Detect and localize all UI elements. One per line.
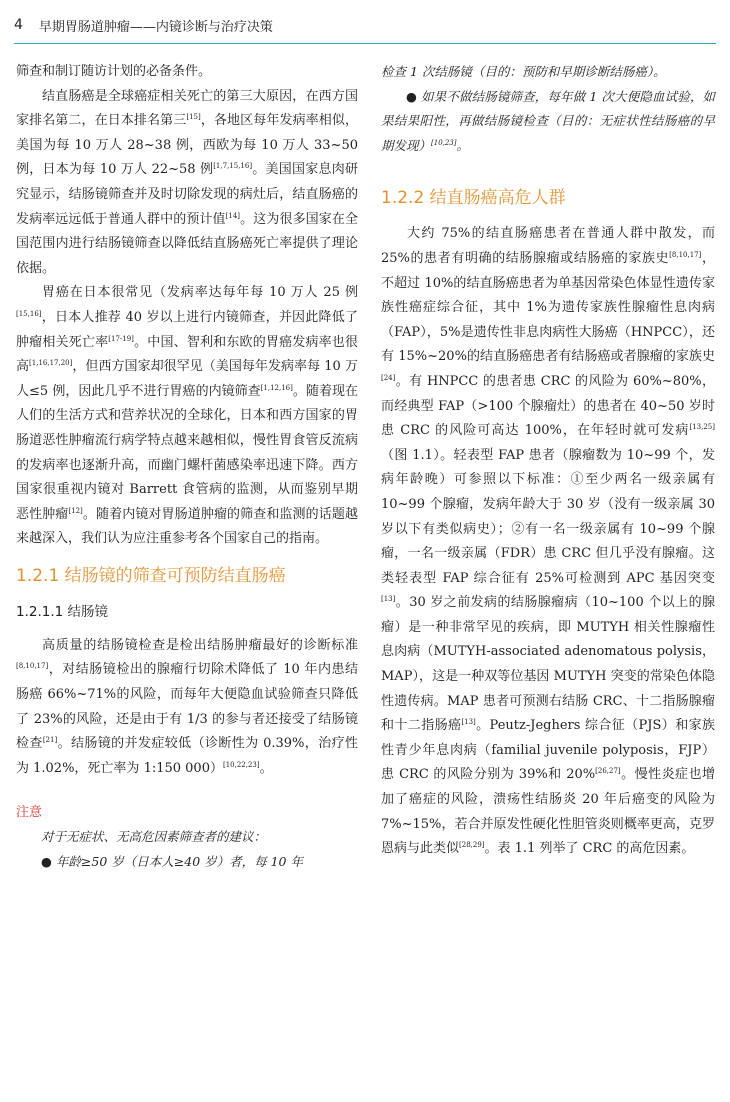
text-run: 。这为很多国家在全国范围内进行结肠镜筛查以降低结直肠癌死亡率提供了理论依据。: [16, 211, 358, 276]
citation-ref: [13]: [461, 718, 476, 727]
citation-ref: [15]: [186, 113, 201, 122]
citation-ref: [15,16]: [16, 309, 42, 318]
citation-ref: [13]: [381, 595, 396, 604]
paragraph-colorectal-incidence: [16, 85, 358, 282]
text-run: ，日本人推荐 40 岁以上进行内镜筛查，并因此降低了肿瘤相关死亡率: [16, 309, 358, 350]
citation-ref: [14]: [225, 211, 241, 220]
text-run: 。美国国家息肉研究显示，结肠镜筛查并及时切除发现的病灶后，结直肠癌的发病率远远低于普通人群中的预计值: [16, 162, 358, 227]
citation-ref: [28,29]: [459, 841, 485, 850]
citation-ref: [8,10,17]: [16, 662, 49, 671]
page-number: 4: [14, 17, 23, 33]
citation-ref: [13,25]: [689, 423, 715, 432]
citation-ref: [21]: [42, 736, 58, 745]
text-run: ，不超过 10%的结直肠癌患者为单基因常染色体显性遗传家族性癌症综合征，其中 1%为遗传家族性腺瘤性息肉病（FAP），5%是遗传性非息肉病性大肠癌（HNPCC），还有 15%~20%的结直肠癌患者有结肠癌或者腺瘤的家族史: [381, 250, 715, 365]
text-run: ，各地区每年发病率相似，美国为每 10 万人 28~38 例，西欧为每 10 万人 33~50 例，日本为每 10 万人 22~58 例: [16, 113, 358, 178]
text-run: ，但西方国家却很罕见（美国每年发病率每 10 万人≤5 例，因此几乎不进行胃癌的内镜筛查: [16, 359, 358, 399]
section-heading-1-2-1: 1.2.1 结肠镜的筛查可预防结直肠癌: [16, 565, 286, 586]
citation-ref: [1,7,15,16]: [213, 162, 253, 171]
text-run: 。Peutz-Jeghers 综合征（PJS）和家族性青少年息肉病（familial juvenile polyposis，FJP）患 CRC 的风险分别为 39%和 20%: [381, 718, 715, 783]
section-heading-1-2-2: 1.2.2 结直肠癌高危人群: [381, 188, 566, 209]
paragraph-colonoscopy: [16, 634, 358, 782]
note-bullet-2: [381, 85, 715, 159]
text-run: 大约 75%的结直肠癌患者在普通人群中散发，而 25%的患者有明确的结肠腺瘤或结肠癌的家族史: [381, 226, 715, 266]
paragraph-high-risk: [381, 222, 715, 861]
text-run: 。30 岁之前发病的结肠腺瘤病（10~100 个以上的腺瘤）是一种非常罕见的疾病，即 MUTYH 相关性腺瘤性息肉病（MUTYH-associated adenomatous polysis，MAP），这是一种双等位基因 MUTYH 突变的常染色体隐性遗传病。MAP 患者可预测右结肠 CRC、十二指肠腺瘤和十二指肠癌: [381, 595, 715, 734]
text-run: 。: [259, 760, 273, 776]
bullet-icon: ●: [41, 854, 52, 870]
running-header: [14, 14, 714, 36]
citation-ref: [26,27]: [595, 767, 621, 776]
text-run: （图 1.1）。轻表型 FAP 患者（腺瘤数为 10~99 个，发病年龄晚）可参照以下标准：①至少两名一级亲属有 10~99 个腺瘤，发病年龄大于 30 岁（没有一级亲属 30 岁以下有类似病史）；②有一名一级亲属有 10~99 个腺瘤，一名一级亲属（FDR）患 CRC 但几乎没有腺瘤。这类轻表型 FAP 综合征有 25%可检测到 APC 基因突变: [381, 447, 715, 586]
text-run: 。有 HNPCC 的患者患 CRC 的风险为 60%~80%，而经典型 FAP（>100 个腺瘤灶）的患者在 40~50 岁时患 CRC 的风险可高达 100%，在年轻时就可发病: [381, 373, 715, 439]
subsection-heading-1-2-1-1: 1.2.1.1 结肠镜: [16, 603, 109, 620]
citation-ref: [1,12,16]: [260, 383, 293, 392]
text-run: 。随着内镜对胃肠道肿瘤的筛查和监测的话题越来越深入，我们认为应注重参考各个国家自己的指南。: [16, 506, 358, 547]
citation-ref: [1,16,17,20]: [29, 359, 73, 368]
text-run: 胃癌在日本很常见（发病率达每年每 10 万人 25 例: [42, 285, 358, 301]
citation-ref: [8,10,17]: [669, 250, 702, 259]
text-run: 高质量的结肠镜检查是检出结肠肿瘤最好的诊断标准: [42, 637, 358, 653]
note-bullet-2-text: [381, 89, 715, 153]
text-run: 。随着现在人们的生活方式和营养状况的全球化，日本和西方国家的胃肠道恶性肿瘤流行病学特点越来越相似，慢性胃食管反流病的发病率也逐渐升高，而幽门螺杆菌感染率迅速下降。西方国家很重视内镜对 Barrett 食管病的监测，从而鉴别早期恶性肿瘤: [16, 383, 358, 522]
text-run: 结直肠癌是全球癌症相关死亡的第三大原因，在西方国家排名第二，在日本排名第三: [16, 88, 358, 129]
citation-ref: [24]: [381, 373, 396, 382]
paragraph-gastric-cancer: [16, 281, 358, 552]
header-divider: [14, 43, 716, 44]
text-run: 如果不做结肠镜筛查，每年做 1 次大便隐血试验，如果结果阳性，再做结肠镜检查（目的：无症状性结肠癌的早期发现）: [381, 88, 715, 153]
citation-ref: [10,23]: [431, 138, 457, 147]
note-bullet-1-text: 年龄≥50 岁（日本人≥40 岁）者，每 10 年: [55, 854, 303, 870]
text-run: 。慢性炎症也增加了癌症的风险，溃疡性结肠炎 20 年后癌变的风险为 7%~15%，若合并原发性硬化性胆管炎则概率更高，克罗恩病与此类似: [381, 767, 715, 857]
text-run: ，对结肠镜检出的腺瘤行切除术降低了 10 年内患结肠癌 66%~71%的风险，而每年大便隐血试验筛查只降低了 23%的风险，还是由于有 1/3 的参与者还接受了结肠镜检查: [16, 662, 358, 752]
note-bullet-1: [16, 850, 358, 875]
citation-ref: [12]: [68, 506, 83, 515]
bullet-icon: ●: [406, 88, 418, 104]
citation-ref: [10,22,23]: [222, 760, 260, 769]
paragraph-continued: 筛查和制订随访计划的必备条件。: [16, 64, 212, 79]
note-bullet-1-continued: 检查 1 次结肠镜（目的：预防和早期诊断结肠癌）。: [381, 64, 666, 79]
running-title: 早期胃肠道肿瘤——内镜诊断与治疗决策: [38, 19, 273, 35]
text-run: 。表 1.1 列举了 CRC 的高危因素。: [484, 841, 695, 857]
text-run: 。结肠镜的并发症较低（诊断性为 0.39%，治疗性为 1.02%，死亡率为 1:150 000）: [16, 736, 358, 776]
citation-ref: [17-19]: [108, 334, 134, 343]
right-column: [381, 60, 715, 862]
note-heading: 注意: [16, 805, 43, 821]
text-run: 。中国、智利和东欧的胃癌发病率也很高: [16, 334, 358, 375]
note-intro: 对于无症状、无高危因素筛查者的建议：: [41, 829, 267, 845]
text-run: 。: [456, 137, 470, 153]
left-column: [16, 60, 358, 875]
